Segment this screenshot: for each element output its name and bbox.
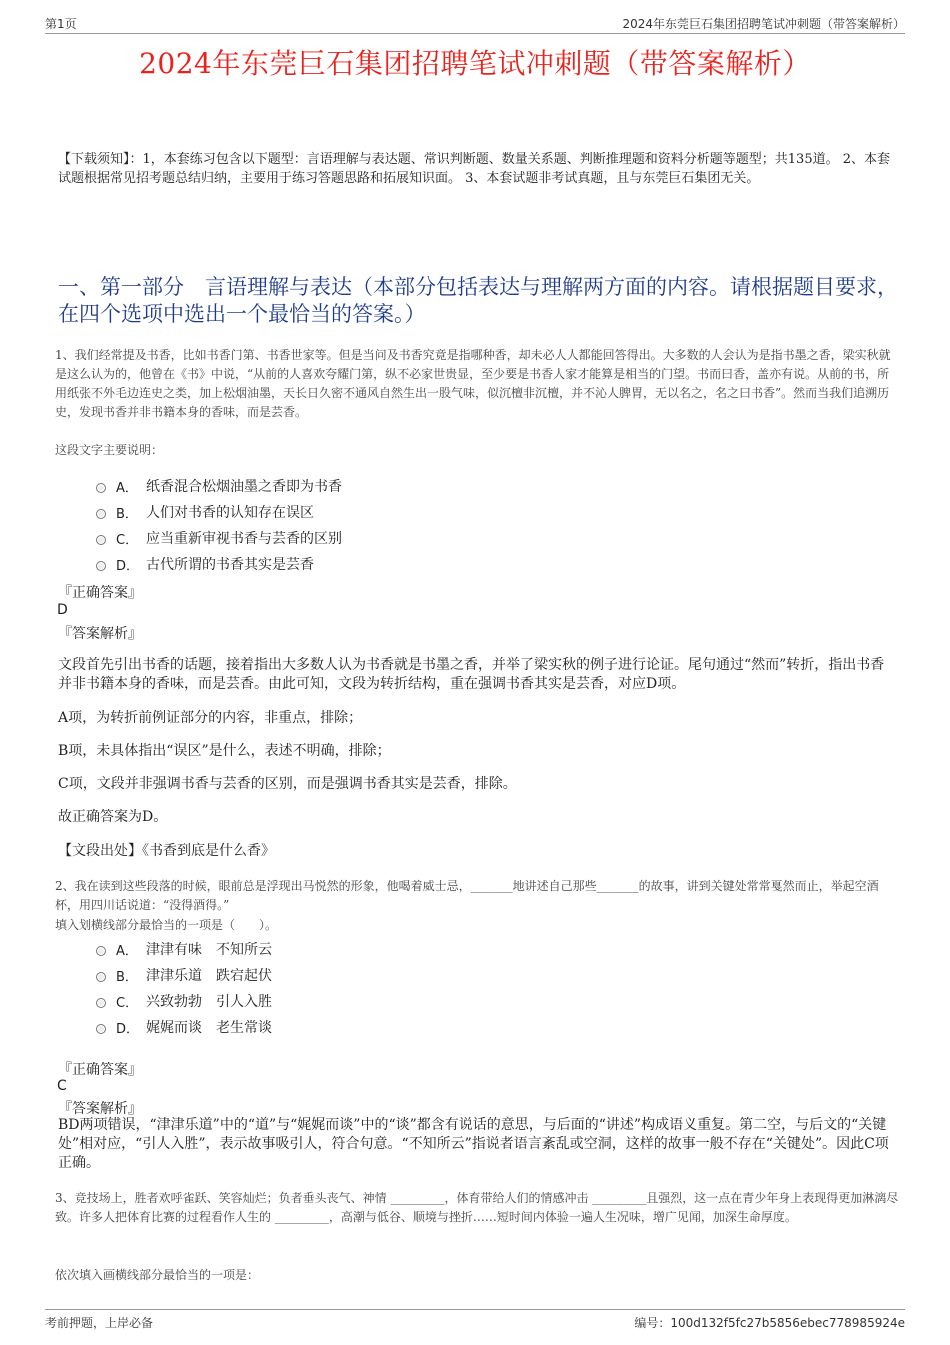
- question-2-answer-label: 『正确答案』: [58, 1062, 142, 1078]
- question-2-option-c[interactable]: [96, 991, 272, 1011]
- radio-icon[interactable]: [96, 561, 106, 571]
- question-1-source: 【文段出处】《书香到底是什么香》: [58, 843, 275, 859]
- question-1-analysis-para: B项，未具体指出“误区”是什么，表述不明确，排除；: [58, 743, 391, 759]
- option-text: 应当重新审视书香与芸香的区别: [146, 531, 342, 547]
- question-1-analysis-para: 文段首先引出书香的话题，接着指出大多数人认为书香就是书墨之香，并举了梁实秋的例子进行论证。尾句通过“然而”转折，指出书香并非书籍本身的香味，而是芸香。由此可知，文段为转折结构，重在强调书香其实是芸香，对应D项。: [58, 657, 885, 692]
- option-letter: C．: [116, 995, 139, 1011]
- radio-icon[interactable]: [96, 1024, 106, 1034]
- question-1-analysis-para: C项，文段并非强调书香与芸香的区别，而是强调书香其实是芸香，排除。: [58, 776, 517, 792]
- question-1-text: 1、我们经常提及书香，比如书香门第、书香世家等。但是当问及书香究竟是指哪种香，却未必人人都能回答得出。大多数的人会认为是指书墨之香，梁实秋就是这么认为的，他曾在《书》中说，“从前的人喜欢夸耀门第，纵不必家世贵显，至少要是书香人家才能算是相当的门望。书而曰香，盖亦有说。从前的书，所用纸张不外毛边连史之类，加上松烟油墨，天长日久密不通风自然生出一股气味，似沉檀非沉檀，并不沁人脾胃，无以名之，名之曰书香”。然而当我们追溯历史，发现书香并非书籍本身的香味，而是芸香。: [55, 348, 891, 419]
- radio-icon[interactable]: [96, 972, 106, 982]
- radio-icon[interactable]: [96, 946, 106, 956]
- header-divider: [45, 33, 905, 34]
- question-1-answer-label: 『正确答案』: [58, 585, 142, 601]
- question-1-prompt: 这段文字主要说明：: [55, 443, 164, 457]
- question-2-option-b[interactable]: [96, 965, 272, 985]
- question-3-text: 3、竞技场上，胜者欢呼雀跃、笑容灿烂；负者垂头丧气、神情 _________，体育带给人们的情感冲击 _________且强烈，这一点在青少年身上表现得更加淋漓尽致。许多人把体育比赛的过程看作人生的 _________，高潮与低谷、顺境与挫折……短时间内体验一遍人生况味，增广见闻，加深生命厚度。: [55, 1191, 899, 1224]
- question-2-analysis-label: 『答案解析』: [58, 1101, 142, 1117]
- option-letter: B．: [116, 969, 138, 985]
- section-heading: 一、第一部分 言语理解与表达（本部分包括表达与理解两方面的内容。请根据题目要求，在四个选项中选出一个最恰当的答案。）: [58, 275, 898, 326]
- question-1-option-c[interactable]: [96, 528, 342, 548]
- option-text: 古代所谓的书香其实是芸香: [146, 557, 314, 573]
- option-letter: A．: [116, 943, 138, 959]
- option-text: 兴致勃勃 引人入胜: [146, 994, 272, 1010]
- option-text: 纸香混合松烟油墨之香即为书香: [146, 479, 342, 495]
- radio-icon[interactable]: [96, 998, 106, 1008]
- question-1-option-a[interactable]: [96, 476, 342, 496]
- question-2-answer: C: [57, 1078, 67, 1094]
- question-2-text: 2、我在读到这些段落的时候，眼前总是浮现出马悦然的形象，他喝着威士忌，_______地讲述自己那些_______的故事，讲到关键处常常戛然而止，举起空酒杯，用四川话说道：“没得酒得。”: [55, 879, 879, 912]
- option-letter: C．: [116, 532, 139, 548]
- download-notice: 【下载须知】：1，本套练习包含以下题型：言语理解与表达题、常识判断题、数量关系题、判断推理题和资料分析题等题型；共135道。 2、本套试题根据常见招考题总结归纳，主要用于练习答题思路和拓展知识面。 3、本套试题非考试真题，且与东莞巨石集团无关。: [58, 152, 890, 186]
- page-number: 第1页: [45, 17, 77, 31]
- option-letter: D．: [116, 1021, 140, 1037]
- radio-icon[interactable]: [96, 509, 106, 519]
- option-letter: A．: [116, 480, 138, 496]
- question-3-prompt: 依次填入画横线部分最恰当的一项是：: [55, 1268, 260, 1282]
- option-letter: D．: [116, 558, 140, 574]
- header-doc-title: 2024年东莞巨石集团招聘笔试冲刺题（带答案解析）: [622, 17, 905, 31]
- question-2-analysis: BD两项错误，“津津乐道”中的“道”与“娓娓而谈”中的“谈”都含有说话的意思，与后面的“讲述”构成语义重复。第二空，与后文的“关键处”相对应，“引人入胜”，表示故事吸引人，符合句意。“不知所云”指说者语言紊乱或空洞，这样的故事一般不存在“关键处”。因此C项正确。: [58, 1117, 889, 1171]
- question-2-prompt: 填入划横线部分最恰当的一项是（ ）。: [55, 918, 278, 932]
- question-1-option-d[interactable]: [96, 554, 314, 574]
- question-2-option-a[interactable]: [96, 939, 272, 959]
- question-1-option-b[interactable]: [96, 502, 314, 522]
- footer-doc-id: 编号：100d132f5fc27b5856ebec778985924e: [634, 1316, 905, 1330]
- page-title: 2024年东莞巨石集团招聘笔试冲刺题（带答案解析）: [139, 47, 811, 80]
- question-1-analysis-para: 故正确答案为D。: [58, 809, 168, 825]
- radio-icon[interactable]: [96, 535, 106, 545]
- option-text: 娓娓而谈 老生常谈: [146, 1020, 272, 1036]
- option-text: 津津乐道 跌宕起伏: [146, 968, 272, 984]
- question-1-answer: D: [57, 602, 68, 618]
- radio-icon[interactable]: [96, 483, 106, 493]
- footer-slogan: 考前押题，上岸必备: [45, 1316, 154, 1330]
- option-text: 人们对书香的认知存在误区: [146, 505, 314, 521]
- question-2-option-d[interactable]: [96, 1017, 272, 1037]
- option-letter: B．: [116, 506, 138, 522]
- question-1-analysis-label: 『答案解析』: [58, 626, 142, 642]
- option-text: 津津有味 不知所云: [146, 942, 272, 958]
- footer-divider: [45, 1309, 905, 1310]
- question-1-analysis-para: A项，为转折前例证部分的内容，非重点，排除；: [58, 710, 363, 726]
